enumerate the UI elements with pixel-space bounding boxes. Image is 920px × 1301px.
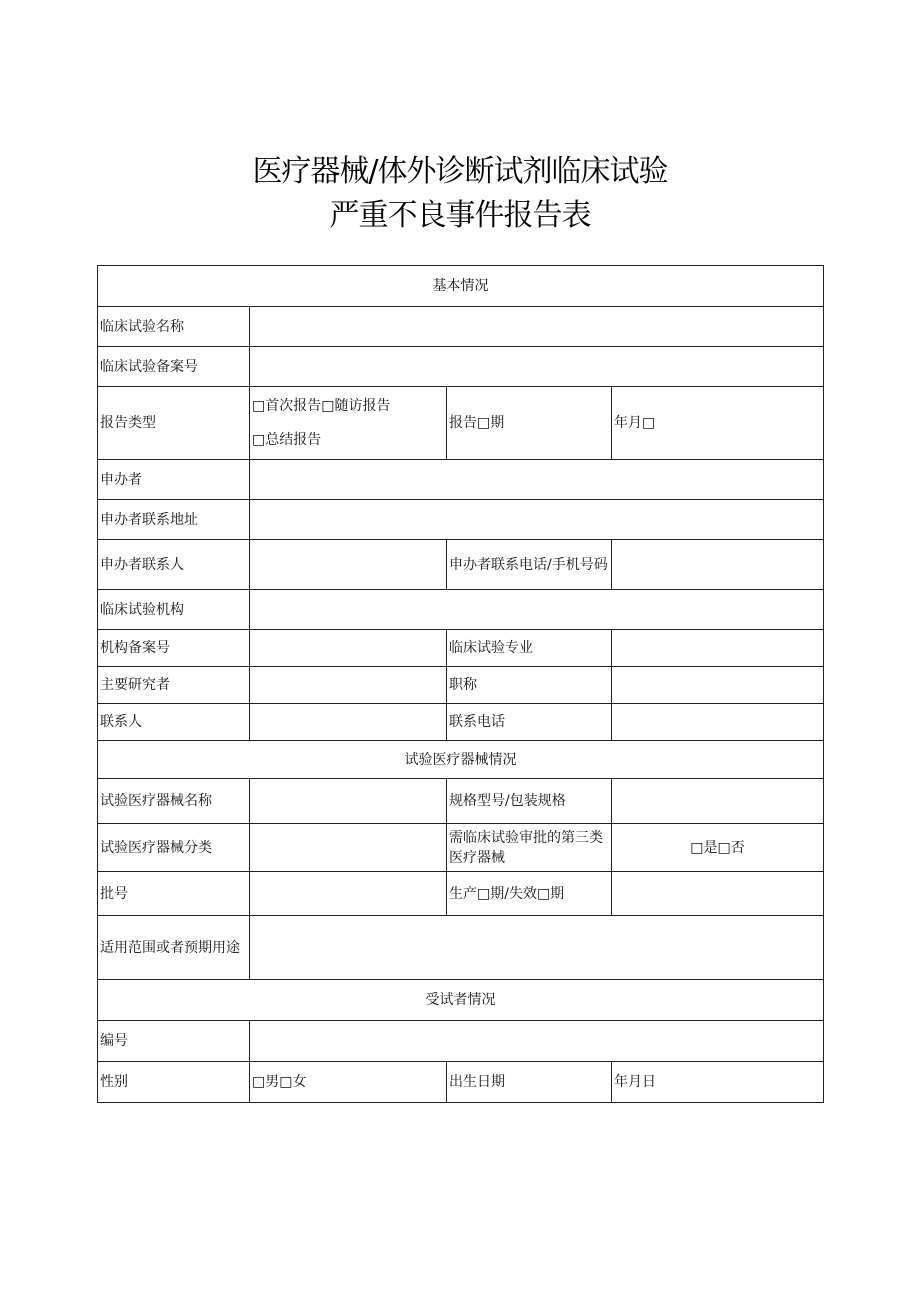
label-job-title: 职称: [447, 667, 612, 704]
trial-name-field[interactable]: [250, 307, 824, 347]
job-title-field[interactable]: [612, 667, 824, 704]
table-row: [98, 630, 824, 667]
table-row: [98, 387, 824, 460]
section-heading-device: 试验医疗器械情况: [98, 741, 824, 779]
form-title: [0, 150, 920, 238]
institution-record-no-field[interactable]: [250, 630, 447, 667]
label-birth-date: 出生日期: [447, 1062, 612, 1103]
contact-field[interactable]: [250, 704, 447, 741]
device-category-field[interactable]: [250, 824, 447, 872]
label-device-category: 试验医疗器械分类: [98, 824, 250, 872]
label-device-dates: 生产□期/失效□期: [447, 872, 612, 916]
sponsor-field[interactable]: [250, 460, 824, 500]
label-device-name: 试验医疗器械名称: [98, 779, 250, 824]
label-contact-phone: 联系电话: [447, 704, 612, 741]
label-trial-record-no: 临床试验备案号: [98, 347, 250, 387]
table-row: [98, 307, 824, 347]
label-institution-record-no: 机构备案号: [98, 630, 250, 667]
section-row-subject: [98, 980, 824, 1021]
report-type-options-line2[interactable]: □总结报告: [252, 432, 322, 448]
report-type-options[interactable]: [250, 387, 447, 460]
table-row: [98, 916, 824, 980]
contact-phone-field[interactable]: [612, 704, 824, 741]
label-batch: 批号: [98, 872, 250, 916]
label-specialty: 临床试验专业: [447, 630, 612, 667]
scope-field[interactable]: [250, 916, 824, 980]
form-title-line2: 严重不良事件报告表: [329, 198, 591, 233]
section-row-basic: [98, 266, 824, 307]
table-row: [98, 540, 824, 590]
report-form-table: [97, 265, 824, 1103]
section-row-device: [98, 741, 824, 779]
device-dates-field[interactable]: [612, 872, 824, 916]
sex-options[interactable]: □男□女: [250, 1062, 447, 1103]
table-row: [98, 347, 824, 387]
table-row: [98, 1062, 824, 1103]
label-sponsor-contact: 申办者联系人: [98, 540, 250, 590]
label-report-type: 报告类型: [98, 387, 250, 460]
table-row: [98, 500, 824, 540]
sponsor-address-field[interactable]: [250, 500, 824, 540]
label-scope: 适用范围或者预期用途: [98, 916, 250, 980]
table-row: [98, 590, 824, 630]
device-spec-field[interactable]: [612, 779, 824, 824]
batch-field[interactable]: [250, 872, 447, 916]
section-heading-subject: 受试者情况: [98, 980, 824, 1021]
label-class3: 需临床试验审批的第三类医疗器械: [447, 824, 612, 872]
birth-date-field[interactable]: 年月日: [612, 1062, 824, 1103]
report-date-field[interactable]: 年月□: [612, 387, 824, 460]
table-row: [98, 824, 824, 872]
trial-record-no-field[interactable]: [250, 347, 824, 387]
sponsor-contact-field[interactable]: [250, 540, 447, 590]
label-sponsor: 申办者: [98, 460, 250, 500]
report-type-options-line1[interactable]: □首次报告□随访报告: [252, 398, 391, 414]
subject-number-field[interactable]: [250, 1021, 824, 1062]
label-device-spec: 规格型号/包装规格: [447, 779, 612, 824]
institution-field[interactable]: [250, 590, 824, 630]
sponsor-phone-field[interactable]: [612, 540, 824, 590]
principal-investigator-field[interactable]: [250, 667, 447, 704]
table-row: [98, 704, 824, 741]
table-row: [98, 1021, 824, 1062]
table-row: [98, 667, 824, 704]
device-name-field[interactable]: [250, 779, 447, 824]
table-row: [98, 779, 824, 824]
specialty-field[interactable]: [612, 630, 824, 667]
label-report-date: 报告□期: [447, 387, 612, 460]
table-row: [98, 460, 824, 500]
section-heading-basic: 基本情况: [98, 266, 824, 307]
form-title-line1: 医疗器械/体外诊断试剂临床试验: [252, 154, 668, 189]
label-sponsor-phone: 申办者联系电话/手机号码: [447, 540, 612, 590]
label-sex: 性别: [98, 1062, 250, 1103]
class3-options[interactable]: □是□否: [612, 824, 824, 872]
label-subject-number: 编号: [98, 1021, 250, 1062]
label-principal-investigator: 主要研究者: [98, 667, 250, 704]
label-contact: 联系人: [98, 704, 250, 741]
label-sponsor-address: 申办者联系地址: [98, 500, 250, 540]
table-row: [98, 872, 824, 916]
label-institution: 临床试验机构: [98, 590, 250, 630]
label-trial-name: 临床试验名称: [98, 307, 250, 347]
